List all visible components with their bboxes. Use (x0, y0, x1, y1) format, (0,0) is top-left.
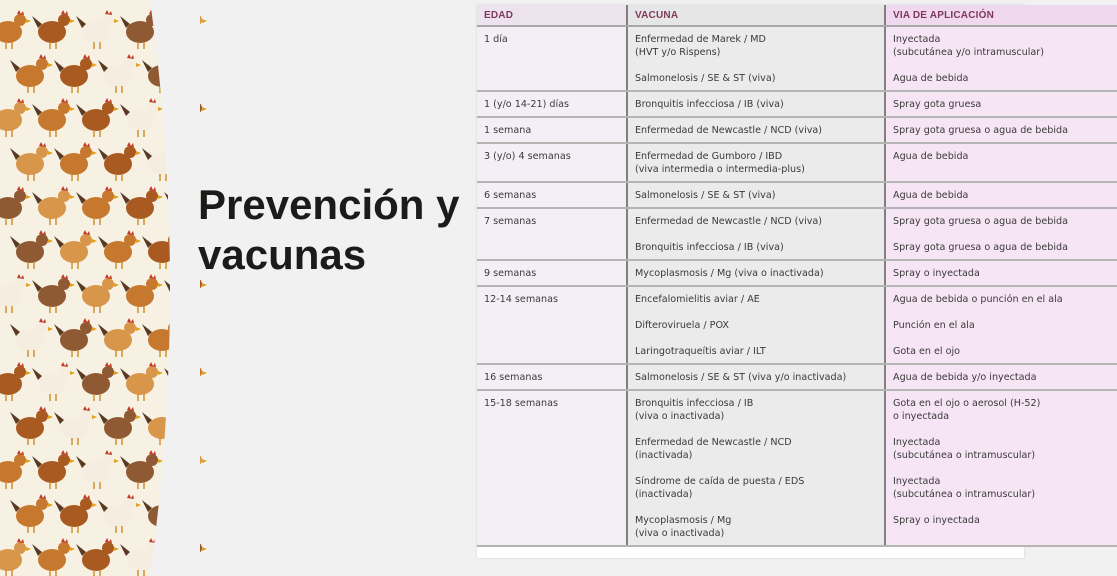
slide-title-line1: Prevención y (198, 181, 460, 228)
cell-vacuna (627, 208, 885, 260)
vacuna-entry (635, 241, 877, 254)
cell-via (885, 91, 1117, 117)
via-text: Agua de bebida o punción en el ala (893, 294, 1063, 305)
cell-vacuna (627, 91, 885, 117)
vacuna-text: Mycoplasmosis / Mg (viva o inactivada) (635, 268, 824, 279)
via-text: Spray gota gruesa o agua de bebida (893, 216, 1068, 227)
vacuna-entry (635, 293, 877, 306)
vacuna-entry (635, 72, 877, 85)
vacuna-entry (635, 124, 877, 137)
vacuna-text: Enfermedad de Newcastle / NCD (viva) (635, 216, 823, 227)
cell-edad: 7 semanas (477, 208, 627, 260)
cell-edad: 1 semana (477, 117, 627, 143)
via-text: Gota en el ojo (893, 346, 961, 357)
cell-edad: 12-14 semanas (477, 286, 627, 364)
table-row (477, 390, 1117, 546)
cell-via (885, 143, 1117, 182)
via-text: Punción en el ala (893, 320, 975, 331)
via-text: Spray o inyectada (893, 268, 980, 279)
via-entry (893, 514, 1110, 527)
cell-edad: 16 semanas (477, 364, 627, 390)
vacuna-entry (635, 150, 877, 176)
cell-via (885, 260, 1117, 286)
via-text: Inyectada (893, 437, 941, 448)
cell-via (885, 208, 1117, 260)
vacuna-entry (635, 371, 877, 384)
cell-via (885, 182, 1117, 208)
cell-via (885, 390, 1117, 546)
vacuna-text: Enfermedad de Newcastle / NCD (viva) (635, 125, 823, 136)
cell-via (885, 364, 1117, 390)
slide-title (198, 180, 468, 280)
cell-vacuna (627, 182, 885, 208)
via-text: Spray gota gruesa (893, 99, 982, 110)
cell-edad: 1 día (477, 26, 627, 91)
via-entry (893, 371, 1110, 384)
via-text: (subcutánea o intramuscular) (893, 489, 1036, 500)
cell-via (885, 117, 1117, 143)
vacuna-text: Bronquitis infecciosa / IB (635, 398, 754, 409)
vacuna-text: Mycoplasmosis / Mg (635, 515, 732, 526)
via-text: Agua de bebida (893, 190, 969, 201)
vacuna-entry (635, 345, 877, 358)
vacuna-text: Salmonelosis / SE & ST (viva) (635, 190, 776, 201)
vacuna-entry (635, 319, 877, 332)
via-entry (893, 267, 1110, 280)
vacuna-entry (635, 267, 877, 280)
via-text: Inyectada (893, 34, 941, 45)
vacuna-text: (viva o inactivada) (635, 528, 725, 539)
via-entry (893, 215, 1110, 228)
via-entry (893, 98, 1110, 111)
cell-edad: 6 semanas (477, 182, 627, 208)
vacuna-entry (635, 98, 877, 111)
cell-edad: 15-18 semanas (477, 390, 627, 546)
table-row (477, 117, 1117, 143)
header-edad: EDAD (477, 5, 627, 26)
via-entry (893, 319, 1110, 332)
via-entry (893, 150, 1110, 163)
vacuna-text: Salmonelosis / SE & ST (viva) (635, 73, 776, 84)
via-entry (893, 397, 1110, 423)
vacuna-text: (inactivada) (635, 450, 693, 461)
cell-vacuna (627, 143, 885, 182)
cell-edad: 1 (y/o 14-21) días (477, 91, 627, 117)
vacuna-text: Enfermedad de Gumboro / IBD (635, 151, 783, 162)
vacuna-entry (635, 436, 877, 462)
cell-vacuna (627, 117, 885, 143)
vacuna-text: (inactivada) (635, 489, 693, 500)
vacuna-entry (635, 514, 877, 540)
curved-divider (0, 0, 200, 576)
table-row (477, 260, 1117, 286)
via-text: o inyectada (893, 411, 950, 422)
table-row (477, 182, 1117, 208)
header-via: VIA DE APLICACIÓN (885, 5, 1117, 26)
vacuna-entry (635, 215, 877, 228)
table-row (477, 143, 1117, 182)
cell-via (885, 286, 1117, 364)
via-text: Spray o inyectada (893, 515, 980, 526)
vacuna-text: Bronquitis infecciosa / IB (viva) (635, 99, 784, 110)
vacuna-entry (635, 397, 877, 423)
table-header-row (477, 5, 1117, 26)
vaccination-table-container (477, 5, 1068, 558)
vacuna-entry (635, 475, 877, 501)
via-entry (893, 72, 1110, 85)
vacuna-text: Salmonelosis / SE & ST (viva y/o inactivada) (635, 372, 847, 383)
table-row (477, 208, 1117, 260)
via-entry (893, 33, 1110, 59)
cell-edad: 3 (y/o) 4 semanas (477, 143, 627, 182)
vacuna-text: (viva o inactivada) (635, 411, 725, 422)
vacuna-text: Encefalomielitis aviar / AE (635, 294, 760, 305)
cell-vacuna (627, 364, 885, 390)
vacuna-text: Bronquitis infecciosa / IB (viva) (635, 242, 784, 253)
table-row (477, 26, 1117, 91)
via-entry (893, 189, 1110, 202)
cell-via (885, 26, 1117, 91)
vacuna-text: Enfermedad de Marek / MD (635, 34, 766, 45)
via-entry (893, 241, 1110, 254)
vacuna-entry (635, 33, 877, 59)
table-body (477, 26, 1117, 546)
vacuna-text: (viva intermedia o intermedia-plus) (635, 164, 805, 175)
cell-vacuna (627, 26, 885, 91)
table-row (477, 91, 1117, 117)
header-vacuna: VACUNA (627, 5, 885, 26)
table-row (477, 364, 1117, 390)
via-text: (subcutánea o intramuscular) (893, 450, 1036, 461)
vaccination-table (477, 5, 1117, 547)
via-entry (893, 436, 1110, 462)
via-text: Spray gota gruesa o agua de bebida (893, 125, 1068, 136)
cell-vacuna (627, 286, 885, 364)
via-text: Agua de bebida (893, 151, 969, 162)
vacuna-entry (635, 189, 877, 202)
via-text: (subcutánea y/o intramuscular) (893, 47, 1044, 58)
via-text: Inyectada (893, 476, 941, 487)
vacuna-text: Enfermedad de Newcastle / NCD (635, 437, 792, 448)
table-row (477, 286, 1117, 364)
via-text: Spray gota gruesa o agua de bebida (893, 242, 1068, 253)
vacuna-text: (HVT y/o Rispens) (635, 47, 721, 58)
cell-vacuna (627, 260, 885, 286)
slide-title-line2: vacunas (198, 231, 367, 278)
cell-edad: 9 semanas (477, 260, 627, 286)
via-text: Agua de bebida y/o inyectada (893, 372, 1037, 383)
via-text: Agua de bebida (893, 73, 969, 84)
via-entry (893, 293, 1110, 306)
via-entry (893, 124, 1110, 137)
vacuna-text: Difteroviruela / POX (635, 320, 729, 331)
vacuna-text: Síndrome de caída de puesta / EDS (635, 476, 805, 487)
via-text: Gota en el ojo o aerosol (H-52) (893, 398, 1041, 409)
via-entry (893, 345, 1110, 358)
vacuna-text: Laringotraqueítis aviar / ILT (635, 346, 766, 357)
via-entry (893, 475, 1110, 501)
cell-vacuna (627, 390, 885, 546)
